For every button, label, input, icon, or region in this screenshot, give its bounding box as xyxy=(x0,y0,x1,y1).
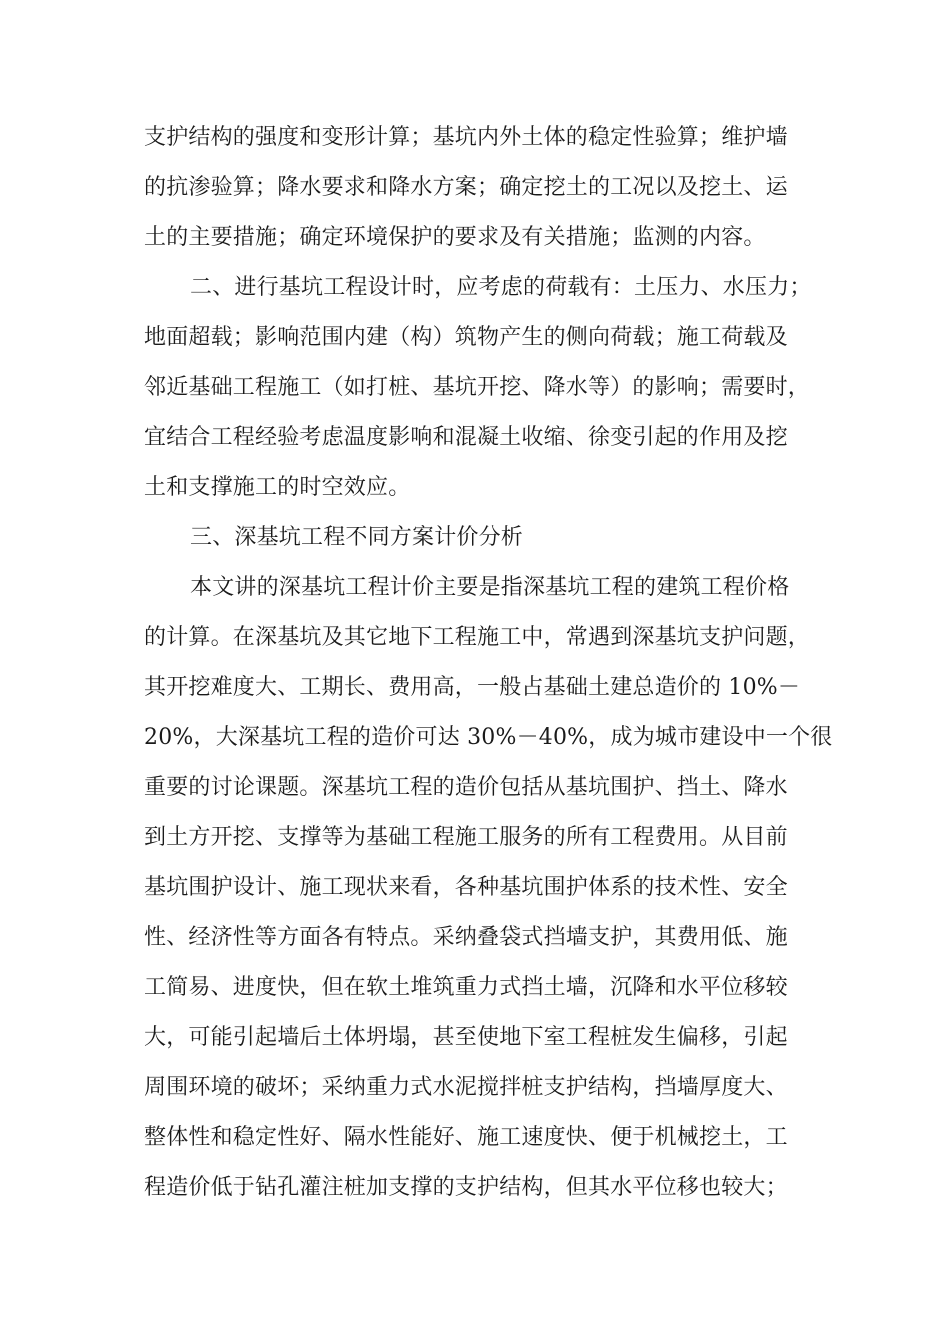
text-line: 周围环境的破坏；采纳重力式水泥搅拌桩支护结构，挡墙厚度大、 xyxy=(144,1075,788,1100)
paragraph-heading-2: 二、进行基坑工程设计时，应考虑的荷载有：土压力、水压力； xyxy=(190,275,812,300)
text-line: 大，可能引起墙后土体坍塌，甚至使地下室工程桩发生偏移，引起 xyxy=(144,1025,788,1050)
text-line: 基坑围护设计、施工现状来看，各种基坑围护体系的技术性、安全 xyxy=(144,875,788,900)
text-line: 工简易、进度快，但在软土堆筑重力式挡土墙，沉降和水平位移较 xyxy=(144,975,788,1000)
text-line: 邻近基础工程施工（如打桩、基坑开挖、降水等）的影响；需要时， xyxy=(144,375,811,400)
text-line: 整体性和稳定性好、隔水性能好、施工速度快、便于机械挖土，工 xyxy=(144,1125,788,1150)
text-line: 土的主要措施；确定环境保护的要求及有关措施；监测的内容。 xyxy=(144,225,766,250)
text-line: 地面超载；影响范围内建（构）筑物产生的侧向荷载；施工荷载及 xyxy=(144,325,788,350)
text-line: 土和支撑施工的时空效应。 xyxy=(144,475,411,500)
text-line: 其开挖难度大、工期长、费用高，一般占基础土建总造价的 10%－ xyxy=(144,675,801,700)
text-line: 到土方开挖、支撑等为基础工程施工服务的所有工程费用。从目前 xyxy=(144,825,788,850)
text-line: 本文讲的深基坑工程计价主要是指深基坑工程的建筑工程价格 xyxy=(190,575,790,600)
text-line: 重要的讨论课题。深基坑工程的造价包括从基坑围护、挡土、降水 xyxy=(144,775,788,800)
text-line: 的抗渗验算；降水要求和降水方案；确定挖土的工况以及挖土、运 xyxy=(144,175,788,200)
text-line: 支护结构的强度和变形计算；基坑内外土体的稳定性验算；维护墙 xyxy=(144,125,788,150)
text-line: 宜结合工程经验考虑温度影响和混凝土收缩、徐变引起的作用及挖 xyxy=(144,425,788,450)
text-line: 性、经济性等方面各有特点。采纳叠袋式挡墙支护，其费用低、施 xyxy=(144,925,788,950)
text-line: 20%，大深基坑工程的造价可达 30%－40%，成为城市建设中一个很 xyxy=(144,725,833,750)
section-heading-3: 三、深基坑工程不同方案计价分析 xyxy=(190,525,524,550)
text-line: 的计算。在深基坑及其它地下工程施工中，常遇到深基坑支护问题， xyxy=(144,625,811,650)
text-line: 程造价低于钻孔灌注桩加支撑的支护结构，但其水平位移也较大； xyxy=(144,1175,788,1200)
